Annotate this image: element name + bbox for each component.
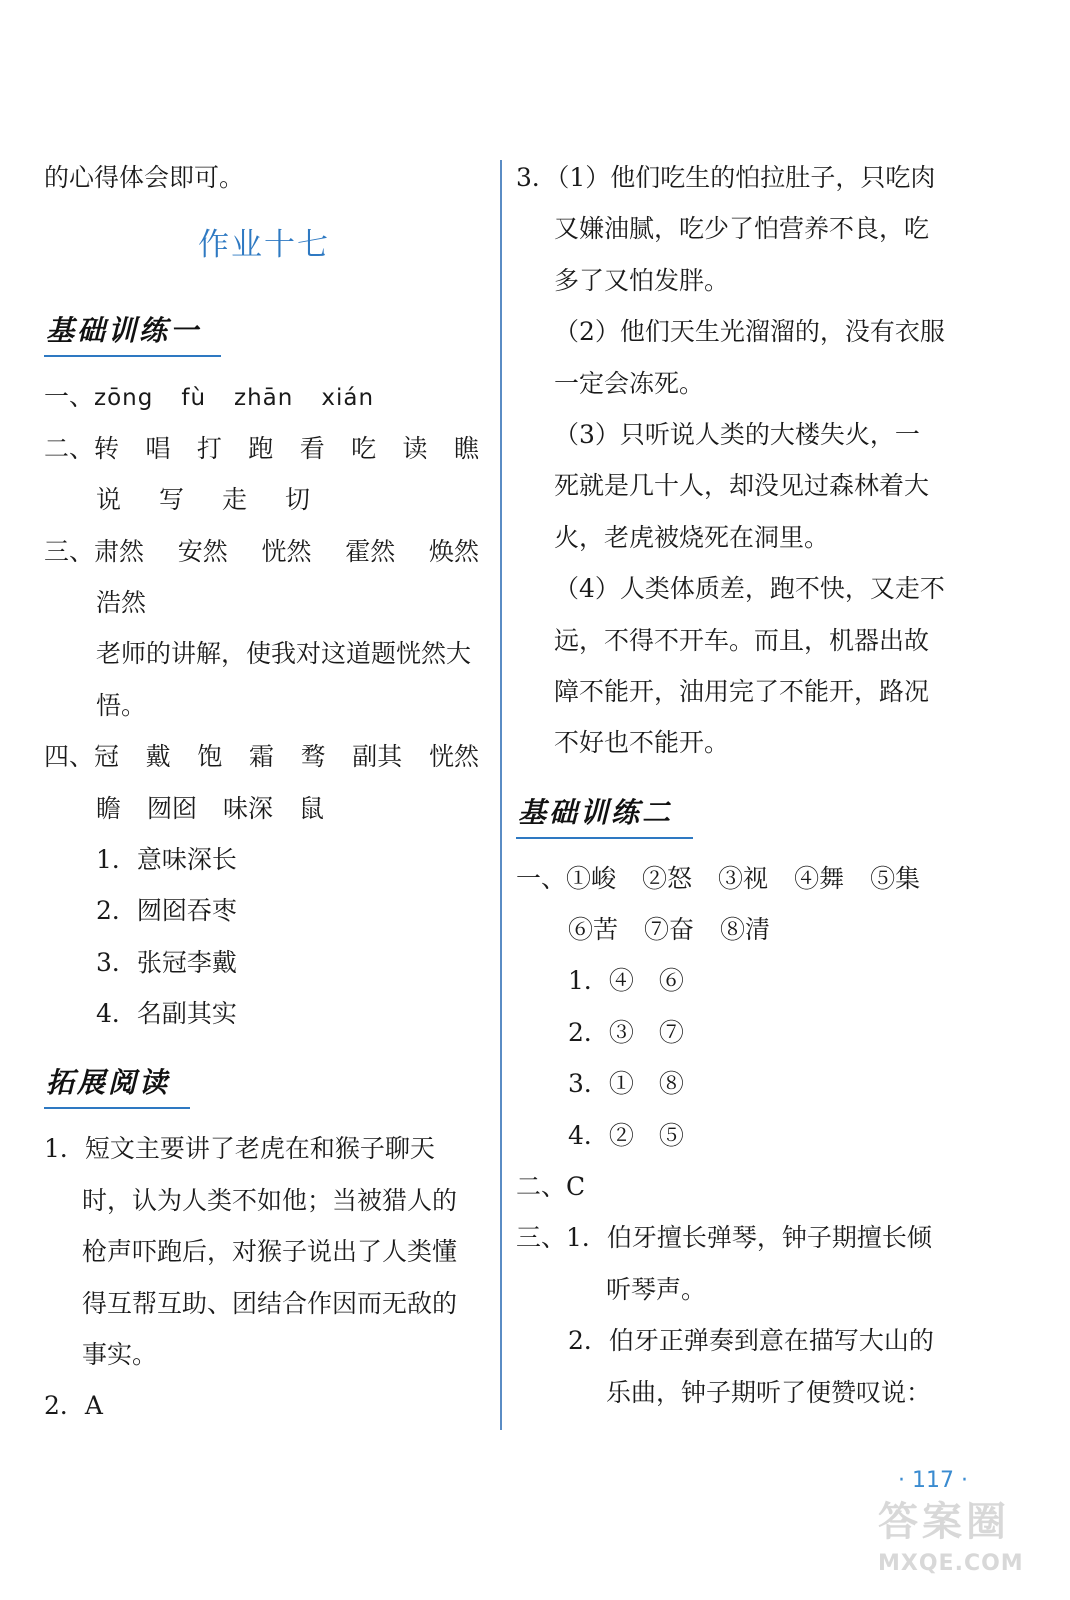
pinyin: xián: [321, 385, 375, 412]
answer-item: ⑦奋: [644, 915, 695, 945]
answer-line: （2）他们天生光溜溜的，没有衣服: [554, 317, 945, 347]
answer-line: 不好也不能开。: [554, 728, 730, 758]
answer-char: 说: [96, 485, 122, 515]
question-1: [44, 371, 484, 422]
answer-line: 听琴声。: [606, 1274, 707, 1304]
list-item: 3．张冠李戴: [96, 947, 237, 977]
answer-word: 焕然: [428, 536, 479, 566]
section-heading-basic-training-1: 基础训练一: [44, 301, 209, 359]
answer-char: 看: [299, 433, 325, 463]
answer-item: ⑧清: [720, 915, 771, 945]
list-item: 1．④ ⑥: [568, 966, 684, 996]
answer-line: 一定会冻死。: [554, 368, 705, 398]
answer-line: 二、C: [516, 1172, 586, 1202]
answer-line: （3）只听说人类的大楼失火，一: [554, 419, 920, 449]
list-item: 4．② ⑤: [568, 1120, 684, 1150]
reading-answer-line: 2．A: [44, 1391, 103, 1421]
answer-line: （4）人类体质差，跑不快，又走不: [554, 574, 945, 604]
list-item: 3．① ⑧: [568, 1069, 684, 1099]
answer-word: 恍然: [261, 536, 312, 566]
answer-word: 霜: [248, 742, 274, 772]
answer-item: ②怒: [642, 863, 693, 893]
answer-line: 3．（1）他们吃生的怕拉肚子，只吃肉: [516, 163, 936, 192]
pinyin: zhān: [234, 385, 294, 412]
answer-char: 转: [94, 433, 120, 463]
watermark-text: 答案圈: [878, 1499, 1010, 1545]
question-prefix: 一、: [44, 382, 95, 412]
reading-answer-line: 得互帮互助、团结合作因而无敌的: [82, 1288, 458, 1318]
answer-word: 肃然: [94, 536, 145, 566]
list-item: 1．意味深长: [96, 844, 237, 874]
question-2-row-2: [44, 474, 484, 525]
answer-word: 安然: [177, 536, 228, 566]
answer-line: 火，老虎被烧死在洞里。: [554, 522, 830, 552]
answer-word: 囫囵: [147, 793, 198, 823]
answer-char: 瞧: [453, 433, 479, 463]
answer-char: 走: [222, 485, 248, 515]
list-item: 2．囫囵吞枣: [96, 896, 237, 926]
left-column: [44, 152, 484, 1432]
section-heading-basic-training-2: 基础训练二: [516, 783, 681, 841]
reading-answer-line: 事实。: [82, 1340, 158, 1370]
answer-word: 副其: [352, 742, 403, 772]
question-prefix: 一、: [516, 863, 567, 893]
answer-item: ⑥苦: [568, 915, 619, 945]
answer-word: 浩然: [96, 587, 147, 617]
answer-word: 鼠: [299, 793, 325, 823]
answer-sentence: 老师的讲解，使我对这道题恍然大: [96, 639, 472, 669]
answer-char: 读: [402, 433, 428, 463]
reading-answer-line: 时，认为人类不如他；当被猎人的: [82, 1185, 458, 1215]
answer-sentence: 悟。: [96, 690, 147, 720]
question-3-row-1: [44, 526, 484, 577]
question-prefix: 四、: [44, 742, 95, 772]
reading-answer-line: 枪声吓跑后，对猴子说出了人类懂: [82, 1237, 458, 1267]
question-4-row-1: [44, 731, 484, 782]
watermark-url: MXQE.COM: [878, 1551, 1024, 1576]
list-item: 4．名副其实: [96, 999, 237, 1029]
question-prefix: 二、: [44, 433, 95, 463]
page-number: · 117 ·: [898, 1468, 968, 1493]
column-divider: [500, 160, 502, 1430]
answer-line: 多了又怕发胖。: [554, 265, 730, 295]
answer-item: ③视: [718, 863, 769, 893]
answer-char: 唱: [145, 433, 171, 463]
answer-line: 三、1．伯牙擅长弹琴，钟子期擅长倾: [516, 1223, 932, 1253]
question-4-row-2: [44, 783, 484, 834]
reading-answer-line: 1．短文主要讲了老虎在和猴子聊天: [44, 1134, 435, 1164]
question-prefix: 三、: [44, 536, 95, 566]
answer-word: 瞻: [96, 793, 122, 823]
answer-char: 切: [285, 485, 311, 515]
answer-char: 写: [159, 485, 185, 515]
answer-word: 戴: [145, 742, 171, 772]
question-1-row-2: [516, 904, 956, 955]
watermark-logo: [878, 1490, 1048, 1590]
answer-word: 骛: [300, 742, 326, 772]
pinyin: fù: [181, 385, 207, 412]
answer-word: 饱: [197, 742, 223, 772]
question-2-row-1: [44, 423, 484, 474]
answer-line: 乐曲，钟子期听了便赞叹说：: [606, 1377, 932, 1407]
page-title: 作业十七: [198, 227, 330, 264]
answer-line: 远，不得不开车。而且，机器出故: [554, 625, 930, 655]
answer-line: 又嫌油腻，吃少了怕营养不良，吃: [554, 214, 930, 244]
answer-item: ⑤集: [870, 863, 921, 893]
text-line: 的心得体会即可。: [44, 163, 245, 192]
answer-line: 死就是几十人，却没见过森林着大: [554, 471, 930, 501]
list-item: 2．③ ⑦: [568, 1017, 684, 1047]
answer-item: ④舞: [794, 863, 845, 893]
answer-char: 跑: [248, 433, 274, 463]
answer-line: 障不能开，油用完了不能开，路况: [554, 676, 930, 706]
answer-line: 2．伯牙正弹奏到意在描写大山的: [568, 1326, 934, 1356]
pinyin: zōng: [94, 385, 154, 412]
right-column: [516, 152, 956, 1418]
answer-char: 打: [196, 433, 222, 463]
answer-word: 味深: [223, 793, 274, 823]
answer-word: 恍然: [428, 742, 479, 772]
answer-word: 霍然: [345, 536, 396, 566]
question-1-row-1: [516, 853, 956, 904]
answer-word: 冠: [94, 742, 120, 772]
answer-item: ①峻: [566, 863, 617, 893]
section-heading-extended-reading: 拓展阅读: [44, 1053, 178, 1111]
answer-char: 吃: [351, 433, 377, 463]
